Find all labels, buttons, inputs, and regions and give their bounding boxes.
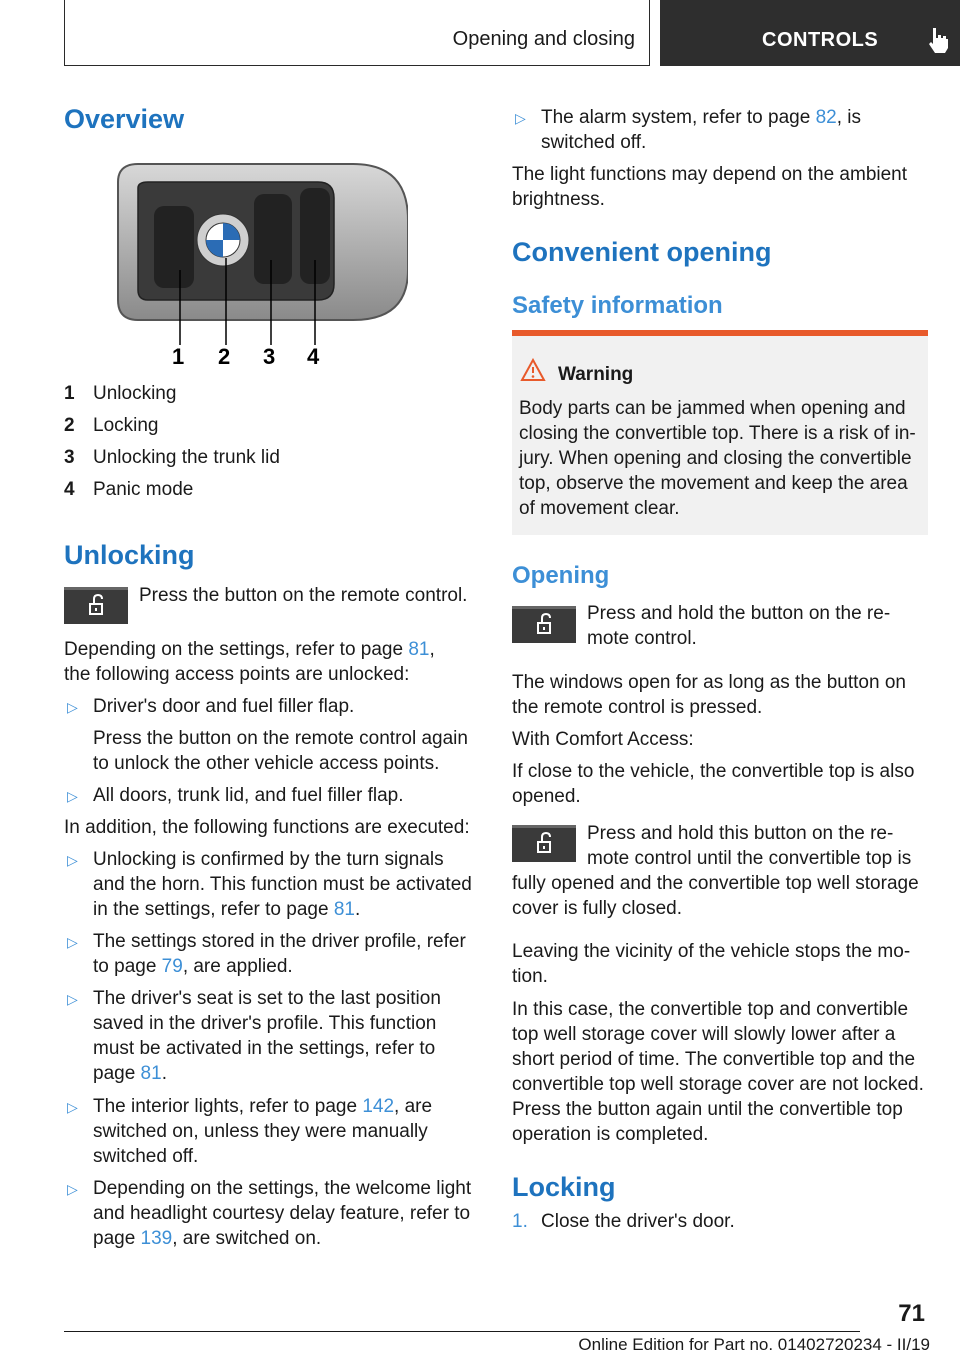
convenient-opening-heading: Convenient opening <box>512 237 772 267</box>
bullet-text: The alarm system, refer to page 82, is <box>541 107 861 128</box>
callout-4: 4 <box>307 344 320 369</box>
bullet-text: Depending on the settings, the welcome light <box>93 1178 472 1199</box>
bullet-text: page 81. <box>93 1063 167 1084</box>
paragraph: If close to the vehicle, the convertible top is also <box>512 761 915 782</box>
item-number: 2 <box>64 415 75 436</box>
paragraph: short period of time. The convertible top and the <box>512 1049 916 1070</box>
bullet-triangle-icon: ▷ <box>67 699 78 715</box>
bullet-subtext: to unlock the other vehicle access points. <box>93 753 440 774</box>
section-title: Opening and closing <box>64 0 650 66</box>
unlocking-heading: Unlocking <box>64 540 195 570</box>
paragraph: top well storage cover will slowly lower after a <box>512 1024 896 1045</box>
paragraph: In this case, the convertible top and convertible <box>512 999 909 1020</box>
paragraph: operation is completed. <box>512 1124 709 1145</box>
paragraph: tion. <box>512 966 548 987</box>
paragraph: convertible top well storage cover are not locked. <box>512 1074 924 1095</box>
paragraph: the following access points are unlocked: <box>64 664 410 685</box>
bullet-text: Unlocking is confirmed by the turn signals <box>93 849 444 870</box>
bullet-text: saved in the driver's profile. This function <box>93 1013 437 1034</box>
page-link[interactable]: 139 <box>140 1228 173 1249</box>
paragraph: With Comfort Access: <box>512 729 694 750</box>
item-label: Panic mode <box>93 479 194 500</box>
paragraph: mote control until the convertible top is <box>587 848 912 869</box>
unlock-button-icon <box>512 606 576 643</box>
bullet-subtext: Press the button on the remote control again <box>93 728 468 749</box>
bullet-text: must be activated in the settings, refer to <box>93 1038 436 1059</box>
bullet-text: The interior lights, refer to page 142, are <box>93 1096 433 1117</box>
chapter-tab[interactable] <box>660 0 960 66</box>
callout-2: 2 <box>218 344 231 369</box>
footer-divider <box>64 1331 860 1332</box>
page-link[interactable]: 81 <box>408 639 430 660</box>
bullet-text: Driver's door and fuel filler flap. <box>93 696 355 717</box>
bullet-text: switched on, unless they were manually <box>93 1121 428 1142</box>
opening-heading: Opening <box>512 562 610 589</box>
bullet-triangle-icon: ▷ <box>67 1099 78 1115</box>
item-label: Unlocking the trunk lid <box>93 447 280 468</box>
bullet-text: page 139, are switched on. <box>93 1228 322 1249</box>
paragraph: In addition, the following functions are executed: <box>64 817 470 838</box>
bullet-text: in the settings, refer to page 81. <box>93 899 361 920</box>
remote-key-image <box>108 160 408 370</box>
paragraph: the remote control is pressed. <box>512 697 763 718</box>
bullet-text: switched off. <box>541 132 647 153</box>
item-label: Locking <box>93 415 159 436</box>
step-text: Close the driver's door. <box>541 1211 735 1232</box>
paragraph: brightness. <box>512 189 605 210</box>
paragraph: The windows open for as long as the button on <box>512 672 906 693</box>
bullet-text: and the horn. This function must be activated <box>93 874 472 895</box>
page-number: 71 <box>898 1300 925 1327</box>
hand-pointer-icon <box>926 26 952 54</box>
footer-edition: Online Edition for Part no. 01402720234 - II/19 <box>578 1335 930 1354</box>
page-link[interactable]: 79 <box>161 956 183 977</box>
page-link[interactable]: 81 <box>333 899 355 920</box>
page-link[interactable]: 81 <box>140 1063 162 1084</box>
overview-heading: Overview <box>64 104 185 134</box>
paragraph: Leaving the vicinity of the vehicle stops the mo- <box>512 941 911 962</box>
bullet-text: The settings stored in the driver profile, refer <box>93 931 466 952</box>
bullet-text: and headlight courtesy delay feature, refer to <box>93 1203 471 1224</box>
unlock-button-icon <box>64 587 128 624</box>
paragraph: Depending on the settings, refer to page 81, <box>64 639 435 660</box>
bullet-text: The driver's seat is set to the last position <box>93 988 441 1009</box>
paragraph: The light functions may depend on the ambient <box>512 164 908 185</box>
page-link[interactable]: 82 <box>815 107 837 128</box>
paragraph: opened. <box>512 786 581 807</box>
paragraph: Press and hold this button on the re- <box>587 823 894 844</box>
unlocking-intro: Press the button on the remote control. <box>139 585 468 606</box>
callout-3: 3 <box>263 344 276 369</box>
paragraph: cover is fully closed. <box>512 898 683 919</box>
locking-heading: Locking <box>512 1172 616 1202</box>
item-label: Unlocking <box>93 383 177 404</box>
item-number: 4 <box>64 479 75 500</box>
safety-info-heading: Safety information <box>512 292 723 319</box>
item-number: 3 <box>64 447 75 468</box>
bullet-text: All doors, trunk lid, and fuel filler flap. <box>93 785 404 806</box>
page-header <box>64 0 960 66</box>
bullet-text: switched off. <box>93 1146 199 1167</box>
callout-1: 1 <box>172 344 185 369</box>
bullet-triangle-icon: ▷ <box>67 934 78 950</box>
bullet-triangle-icon: ▷ <box>67 788 78 804</box>
page-link[interactable]: 142 <box>362 1096 395 1117</box>
warning-box <box>512 330 928 535</box>
paragraph: fully opened and the convertible top well storage <box>512 873 919 894</box>
bullet-triangle-icon: ▷ <box>67 991 78 1007</box>
bullet-triangle-icon: ▷ <box>67 852 78 868</box>
unlock-button-icon <box>512 825 576 862</box>
bullet-triangle-icon: ▷ <box>67 1181 78 1197</box>
paragraph: mote control. <box>587 628 697 649</box>
item-number: 1 <box>64 383 75 404</box>
warning-title: Warning <box>558 364 634 385</box>
paragraph: Press the button again until the convertible top <box>512 1099 903 1120</box>
paragraph: Press and hold the button on the re- <box>587 603 891 624</box>
chapter-title: CONTROLS <box>762 29 879 51</box>
warning-text: Body parts can be jammed when opening and closing the convertible top. There is a risk of in- jury. When opening and closing the convertible top, observe the movement and keep the area of movement clear. <box>519 398 916 519</box>
bullet-text: to page 79, are applied. <box>93 956 293 977</box>
bullet-triangle-icon: ▷ <box>515 110 526 126</box>
step-number: 1. <box>512 1211 528 1232</box>
warning-triangle-icon <box>520 358 546 382</box>
